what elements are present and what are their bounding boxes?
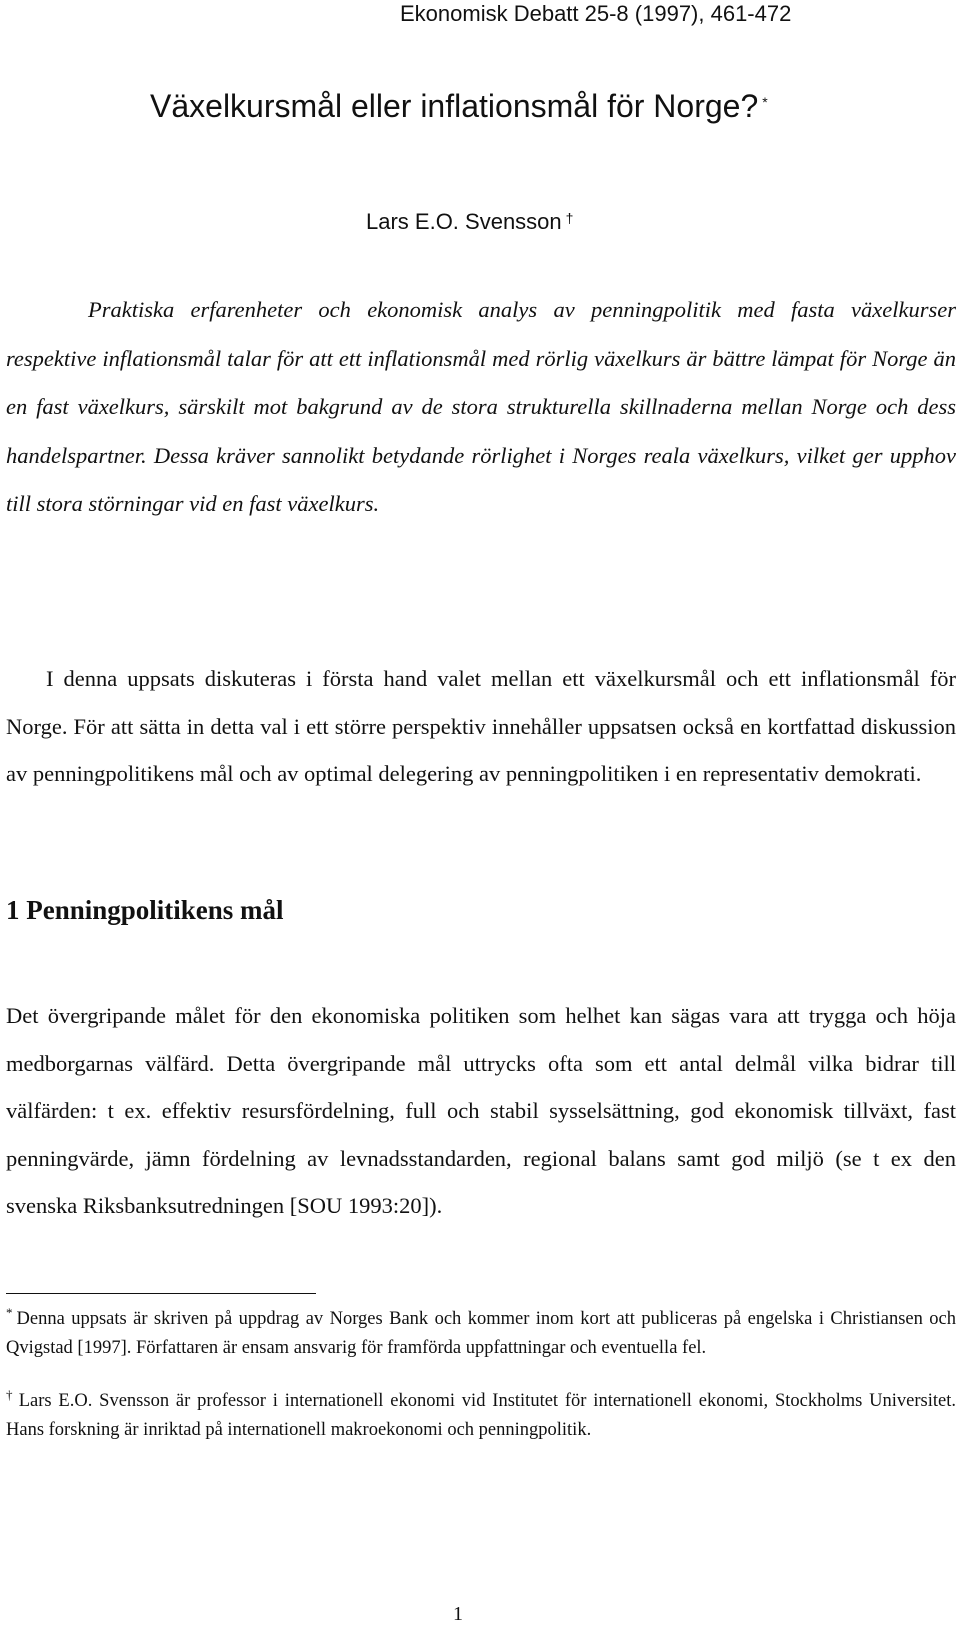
author-name-text: Lars E.O. Svensson — [366, 209, 562, 234]
abstract-text: Praktiska erfarenheter och ekonomisk analys av penningpolitik med fasta växelkurser respektive inflationsmål talar för att ett inflationsmål med rörlig växelkurs är bättre lämpat för Norge än en fast växelkurs, särskilt mot bakgrund av de stora strukturella skillnaderna mellan Norge och dess handelspartner. Dessa kräver sannolikt betydande rörlighet i Norges reala växelkurs, vilket ger upphov till stora störningar vid en fast växelkurs. — [6, 297, 956, 516]
author-footnote-mark: † — [565, 210, 574, 226]
footnote — [6, 1387, 956, 1444]
title-footnote-mark: * — [762, 94, 768, 110]
journal-reference: Ekonomisk Debatt 25-8 (1997), 461-472 — [400, 1, 792, 26]
page-number: 1 — [453, 1603, 463, 1625]
footnote-mark: † — [6, 1387, 15, 1402]
section-heading: 1 Penningpolitikens mål — [6, 895, 284, 925]
footnote-text: Lars E.O. Svensson är professor i internationell ekonomi vid Institutet för internationell ekonomi, Stockholms Universitet. Hans forskning är inriktad på internationell makroekonomi och penningpolitik. — [6, 1391, 957, 1440]
footnote-divider — [6, 1293, 316, 1294]
section-paragraph: Det övergripande målet för den ekonomiska politiken som helhet kan sägas vara att trygga och höja medborgarnas välfärd. Detta övergripande mål uttrycks ofta som ett antal delmål vilka bidrar till välfärden: t ex. effektiv resursfördelning, full och stabil sysselsättning, god ekonomisk tillväxt, fast penningvärde, jämn fördelning av levnadsstandarden, regional balans samt god miljö (se t ex den svenska Riksbanksutredningen [SOU 1993:20]). — [6, 1003, 956, 1218]
author-name — [366, 208, 573, 236]
introduction-paragraph: I denna uppsats diskuteras i första hand valet mellan ett växelkursmål och ett inflationsmål för Norge. För att sätta in detta val i ett större perspektiv innehåller uppsatsen också en kortfattad diskussion av penningpolitikens mål och av optimal delegering av penningpolitiken i en representativ demokrati. — [6, 666, 956, 786]
footnote-text: Denna uppsats är skriven på uppdrag av Norges Bank och kommer inom kort att publiceras på engelska i Christiansen och Qvigstad [1997]. Författaren är ensam ansvarig för framförda uppfattningar och eventuella fel. — [6, 1309, 956, 1358]
article-title — [150, 86, 768, 126]
footnote — [6, 1305, 956, 1362]
abstract — [6, 286, 956, 529]
footnote-mark: * — [6, 1305, 13, 1320]
article-title-text: Växelkursmål eller inflationsmål för Norge? — [150, 88, 759, 124]
